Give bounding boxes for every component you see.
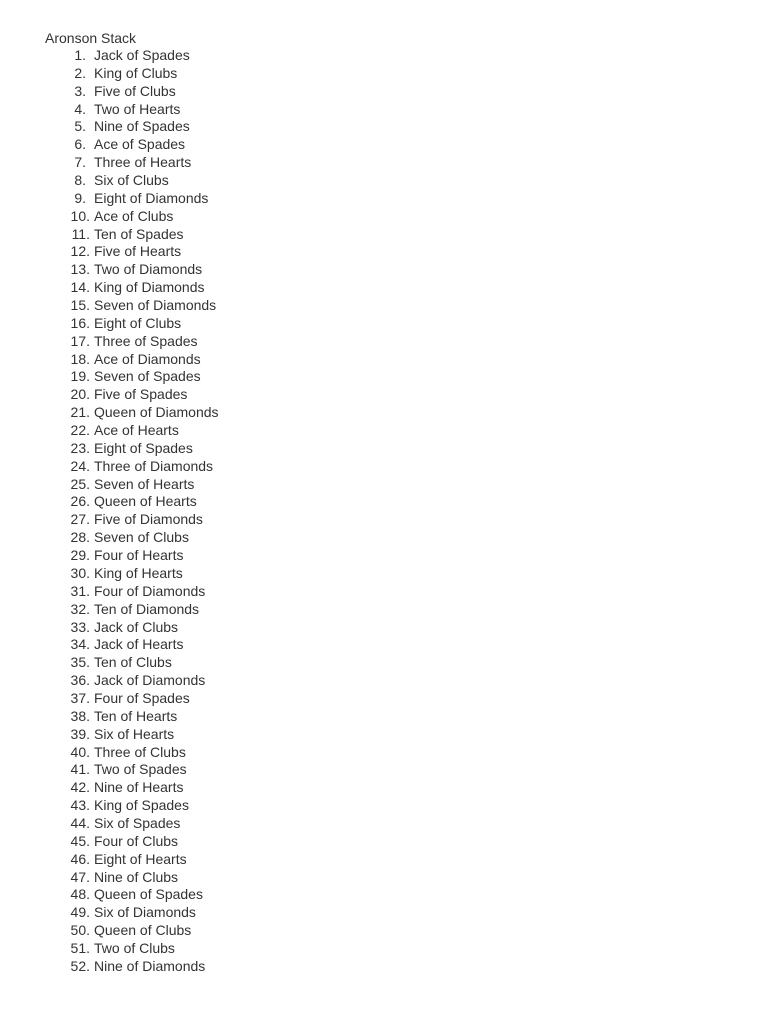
list-item [45, 368, 219, 386]
list-item [45, 101, 219, 119]
list-item-card-name: Eight of Hearts [94, 850, 187, 867]
list-item [45, 958, 219, 976]
list-item-number: 17. [70, 332, 90, 349]
list-item-number: 20. [70, 386, 90, 403]
list-item [45, 65, 219, 83]
list-item-card-name: Queen of Clubs [94, 922, 192, 939]
list-item-card-name: Three of Diamonds [94, 457, 214, 474]
list-item [45, 565, 219, 583]
list-item-card-name: Six of Clubs [94, 172, 169, 189]
list-item-number: 32. [70, 600, 90, 617]
list-item [45, 208, 219, 226]
list-item-card-name: Three of Clubs [94, 743, 186, 760]
list-item [45, 83, 219, 101]
list-item-card-name: Seven of Hearts [94, 475, 195, 492]
list-item-number: 9. [74, 189, 86, 206]
list-item-card-name: Three of Hearts [94, 154, 192, 171]
list-item-card-name: Eight of Diamonds [94, 189, 209, 206]
list-item-card-name: Queen of Hearts [94, 493, 197, 510]
list-item-card-name: Four of Diamonds [94, 582, 206, 599]
list-item-card-name: Four of Clubs [94, 832, 179, 849]
list-item [45, 690, 219, 708]
list-item-card-name: Six of Hearts [94, 725, 175, 742]
list-item-number: 36. [70, 672, 90, 689]
list-item-card-name: Queen of Spades [94, 886, 203, 903]
list-item-number: 18. [70, 350, 90, 367]
list-item [45, 797, 219, 815]
list-item-number: 13. [70, 261, 90, 278]
list-item [45, 654, 219, 672]
list-item [45, 529, 219, 547]
page-title: Aronson Stack [45, 30, 137, 46]
list-item-card-name: Nine of Hearts [94, 779, 184, 796]
list-item-number: 24. [70, 457, 90, 474]
list-item-card-name: Five of Diamonds [94, 511, 203, 528]
list-item [45, 779, 219, 797]
list-item-card-name: Nine of Spades [94, 118, 190, 135]
list-item-number: 43. [70, 797, 90, 814]
list-item-number: 31. [70, 582, 90, 599]
list-item-number: 14. [70, 279, 90, 296]
list-item [45, 154, 219, 172]
list-item-card-name: Jack of Diamonds [94, 672, 206, 689]
list-item-number: 47. [70, 868, 90, 885]
list-item-card-name: Ace of Spades [94, 136, 186, 153]
list-item [45, 136, 219, 154]
list-item [45, 47, 219, 65]
list-item-number: 21. [70, 404, 90, 421]
list-item-number: 25. [70, 475, 90, 492]
list-item-card-name: King of Diamonds [94, 279, 205, 296]
list-item-number: 45. [70, 832, 90, 849]
list-item-card-name: Eight of Spades [94, 439, 193, 456]
card-list [45, 47, 219, 976]
list-item-number: 33. [70, 618, 90, 635]
list-item-card-name: Queen of Diamonds [94, 404, 219, 421]
list-item-number: 23. [70, 439, 90, 456]
list-item [45, 511, 219, 529]
list-item-number: 51. [70, 939, 90, 956]
list-item-card-name: King of Hearts [94, 564, 183, 581]
list-item-card-name: Seven of Diamonds [94, 297, 217, 314]
list-item [45, 601, 219, 619]
list-item-number: 34. [70, 636, 90, 653]
list-item-number: 1. [74, 47, 86, 63]
list-item [45, 297, 219, 315]
list-item-number: 7. [74, 154, 86, 171]
list-item-number: 41. [70, 761, 90, 778]
list-item [45, 761, 219, 779]
list-item [45, 440, 219, 458]
list-item-card-name: Seven of Clubs [94, 529, 189, 546]
list-item [45, 636, 219, 654]
list-item-card-name: Seven of Spades [94, 368, 201, 385]
list-item-card-name: Nine of Diamonds [94, 957, 206, 974]
list-item-card-name: Jack of Spades [94, 47, 190, 63]
list-item-card-name: King of Spades [94, 797, 189, 814]
list-item-number: 46. [70, 850, 90, 867]
list-item-number: 12. [70, 243, 90, 260]
list-item-card-name: Ten of Clubs [94, 654, 172, 671]
list-item [45, 476, 219, 494]
list-item-number: 3. [74, 82, 86, 99]
list-item [45, 940, 219, 958]
list-item [45, 458, 219, 476]
list-item [45, 243, 219, 261]
list-item-card-name: Jack of Clubs [94, 618, 179, 635]
list-item [45, 118, 219, 136]
document [45, 29, 219, 976]
list-item-number: 27. [70, 511, 90, 528]
list-item-number: 19. [70, 368, 90, 385]
list-item [45, 708, 219, 726]
list-item [45, 422, 219, 440]
list-item [45, 261, 219, 279]
list-item-card-name: Two of Clubs [94, 939, 175, 956]
list-item-card-name: Ace of Diamonds [94, 350, 201, 367]
list-item [45, 869, 219, 887]
list-item [45, 279, 219, 297]
list-item-number: 44. [70, 814, 90, 831]
list-item-number: 8. [74, 172, 86, 189]
list-item-number: 40. [70, 743, 90, 760]
list-item-card-name: Ten of Spades [94, 225, 184, 242]
list-item-number: 48. [70, 886, 90, 903]
list-item-number: 49. [70, 904, 90, 921]
list-item-number: 4. [74, 100, 86, 117]
list-item-card-name: Nine of Clubs [94, 868, 179, 885]
list-item-card-name: Jack of Hearts [94, 636, 184, 653]
list-item [45, 172, 219, 190]
list-item [45, 744, 219, 762]
list-item-card-name: Ace of Hearts [94, 422, 179, 439]
list-item-number: 39. [70, 725, 90, 742]
list-item [45, 726, 219, 744]
list-item [45, 404, 219, 422]
list-item [45, 672, 219, 690]
list-item-number: 38. [70, 707, 90, 724]
list-item-number: 30. [70, 564, 90, 581]
list-item [45, 226, 219, 244]
list-item-number: 2. [74, 64, 86, 81]
list-item-card-name: Eight of Clubs [94, 314, 182, 331]
list-item-number: 16. [70, 314, 90, 331]
list-item-card-name: Five of Hearts [94, 243, 182, 260]
list-item [45, 493, 219, 511]
list-item [45, 386, 219, 404]
list-item [45, 315, 219, 333]
list-item-number: 42. [70, 779, 90, 796]
list-item-number: 11. [71, 225, 90, 242]
list-item-card-name: Four of Hearts [94, 547, 184, 564]
list-item-number: 26. [70, 493, 90, 510]
list-item [45, 619, 219, 637]
list-item-card-name: Two of Hearts [94, 100, 181, 117]
list-item-card-name: Ten of Diamonds [94, 600, 200, 617]
list-item-card-name: Two of Diamonds [94, 261, 203, 278]
list-item-card-name: King of Clubs [94, 64, 178, 81]
list-item-number: 10. [70, 207, 90, 224]
list-item-number: 15. [70, 297, 90, 314]
list-item [45, 815, 219, 833]
list-item [45, 833, 219, 851]
list-item-card-name: Five of Clubs [94, 82, 176, 99]
list-item [45, 851, 219, 869]
list-item-card-name: Ace of Clubs [94, 207, 174, 224]
list-item-number: 6. [74, 136, 86, 153]
list-item [45, 886, 219, 904]
list-item-card-name: Six of Diamonds [94, 904, 196, 921]
list-item-number: 50. [70, 922, 90, 939]
list-item-number: 29. [70, 547, 90, 564]
list-item-number: 22. [70, 422, 90, 439]
list-item [45, 922, 219, 940]
list-item [45, 190, 219, 208]
list-item [45, 333, 219, 351]
list-item-card-name: Five of Spades [94, 386, 188, 403]
list-item-card-name: Four of Spades [94, 689, 190, 706]
list-item-card-name: Two of Spades [94, 761, 187, 778]
list-item-card-name: Six of Spades [94, 814, 181, 831]
list-item [45, 583, 219, 601]
list-item-number: 28. [70, 529, 90, 546]
list-item-number: 37. [70, 689, 90, 706]
list-item-number: 35. [70, 654, 90, 671]
list-item-card-name: Ten of Hearts [94, 707, 178, 724]
list-item [45, 547, 219, 565]
list-item [45, 904, 219, 922]
list-item-number: 52. [70, 957, 90, 974]
list-item-card-name: Three of Spades [94, 332, 198, 349]
list-item-number: 5. [74, 118, 86, 135]
list-item [45, 351, 219, 369]
